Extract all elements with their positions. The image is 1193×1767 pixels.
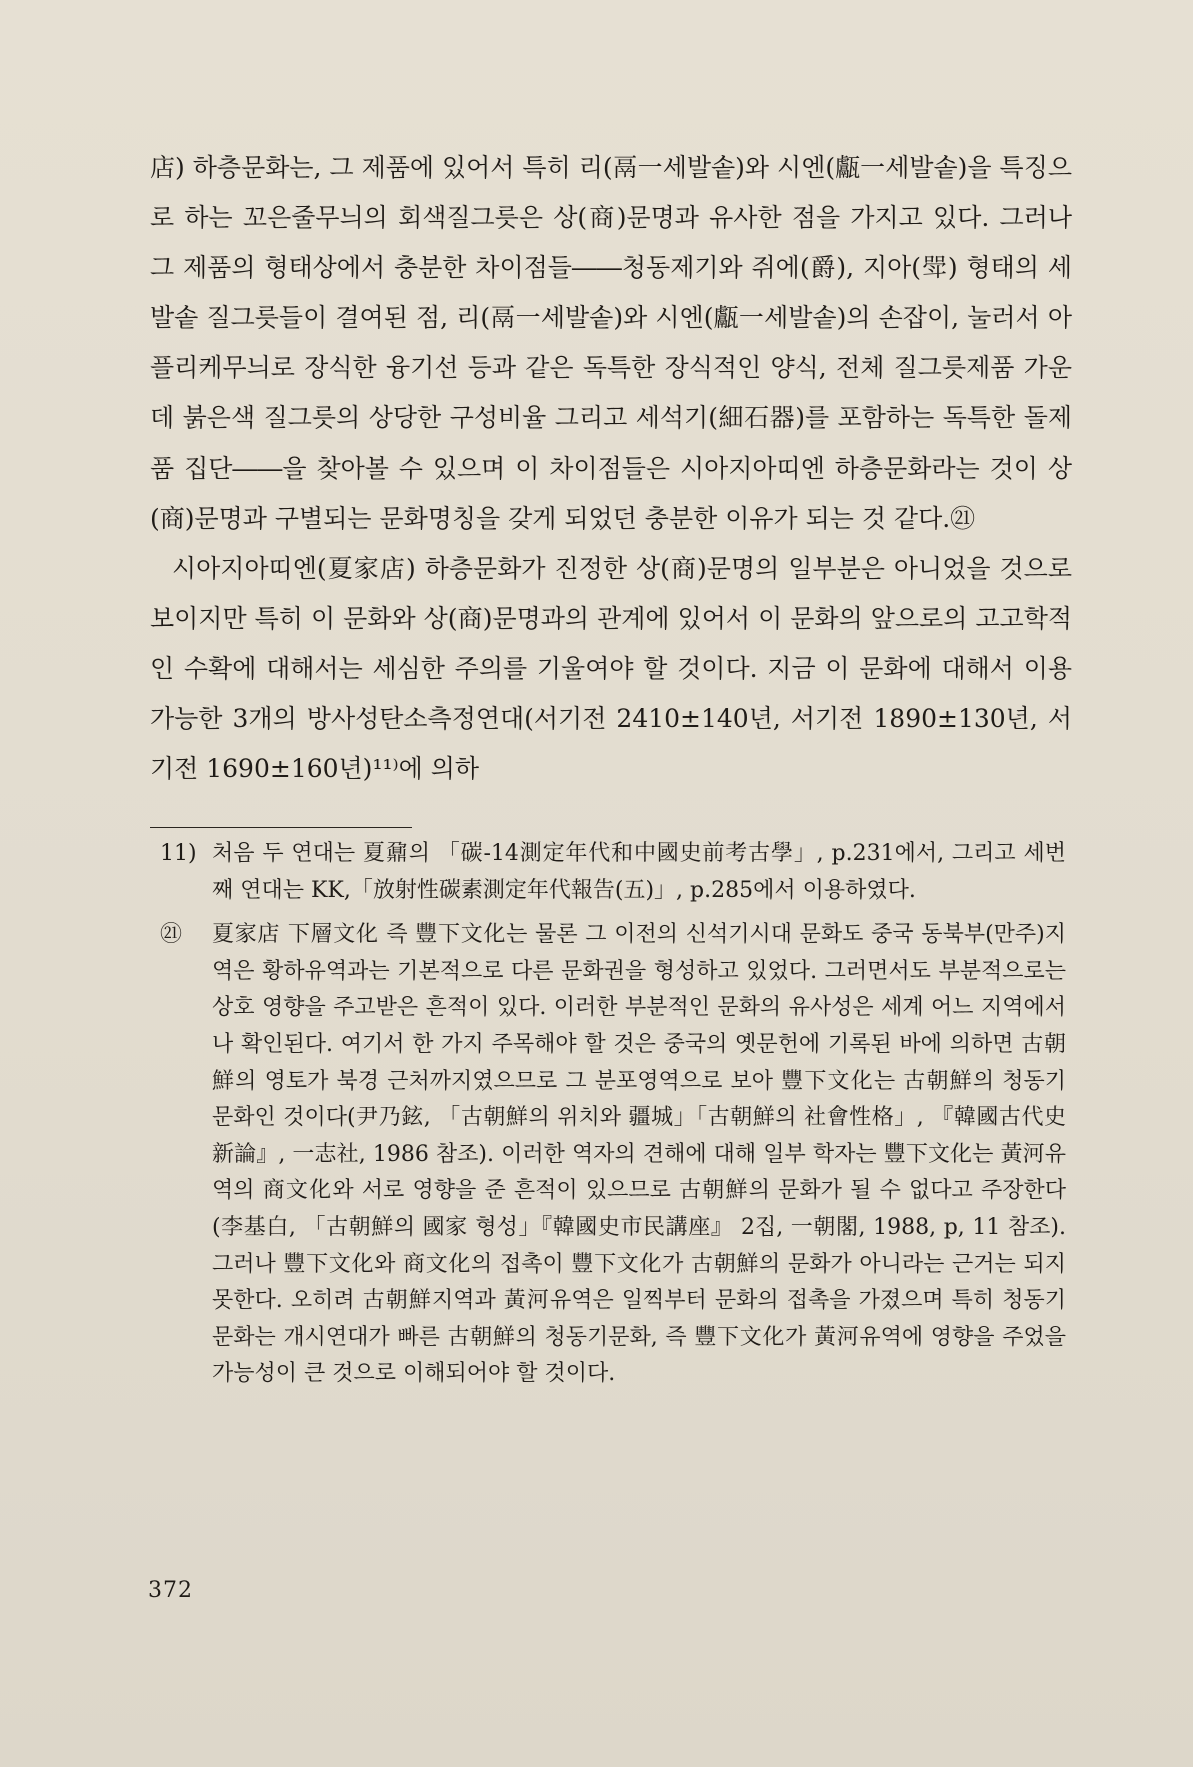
footnote-11: [160, 836, 1066, 909]
page-number: 372: [148, 1578, 193, 1603]
main-text: [150, 143, 1072, 794]
footnote-divider: [150, 827, 412, 828]
footnotes: [160, 836, 1066, 1401]
body-paragraph-2: 시아지아띠엔(夏家店) 하층문화가 진정한 상(商)문명의 일부분은 아니었을 것으로 보이지만 특히 이 문화와 상(商)문명과의 관계에 있어서 이 문화의 앞으로의 고고학적인 수확에 대해서는 세심한 주의를 기울여야 할 것이다. 지금 이 문화에 대해서 이용 가능한 3개의 방사성탄소측정연대(서기전 2410±140년, 서기전 1890±130년, 서기전 1690±160년)¹¹⁾에 의하: [150, 553, 1072, 784]
footnote-marker: 11): [160, 841, 197, 866]
footnote-marker: ㉑: [160, 922, 183, 948]
footnote-21: [160, 917, 1066, 1393]
footnote-text: 夏家店 下層文化 즉 豐下文化는 물론 그 이전의 신석기시대 문화도 중국 동북부(만주)지역은 황하유역과는 기본적으로 다른 문화권을 형성하고 있었다. 그러면서도 부분적으로는 상호 영향을 주고받은 흔적이 있다. 이러한 부분적인 문화의 유사성은 세계 어느 지역에서나 확인된다. 여기서 한 가지 주목해야 할 것은 중국의 옛문헌에 기록된 바에 의하면 古朝鮮의 영토가 북경 근처까지였으므로 그 분포영역으로 보아 豐下文化는 古朝鮮의 청동기문화인 것이다(尹乃鉉, 「古朝鮮의 위치와 疆城」「古朝鮮의 社會性格」, 『韓國古代史新論』, 一志社, 1986 참조). 이러한 역자의 견해에 대해 일부 학자는 豐下文化는 黃河유역의 商文化와 서로 영향을 준 흔적이 있으므로 古朝鮮의 문화가 될 수 없다고 주장한다(李基白, 「古朝鮮의 國家 형성」『韓國史市民講座』 2집, 一朝閣, 1988, p, 11 참조). 그러나 豐下文化와 商文化의 접촉이 豐下文化가 古朝鮮의 문화가 아니라는 근거는 되지 못한다. 오히려 古朝鮮지역과 黃河유역은 일찍부터 문화의 접촉을 가졌으며 특히 청동기문화는 개시연대가 빠른 古朝鮮의 청동기문화, 즉 豐下文化가 黃河유역에 영향을 주었을 가능성이 큰 것으로 이해되어야 할 것이다.: [212, 922, 1066, 1387]
footnote-text: 처음 두 연대는 夏鼐의 「碳-14測定年代和中國史前考古學」, p.231에서, 그리고 세번째 연대는 KK,「放射性碳素測定年代報告(五)」, p.285에서 이용하였다.: [212, 841, 1066, 903]
body-paragraph-1: 店) 하층문화는, 그 제품에 있어서 특히 리(鬲一세발솥)와 시엔(甗一세발솥)을 특징으로 하는 꼬은줄무늬의 회색질그릇은 상(商)문명과 유사한 점을 가지고 있다. 그러나 그 제품의 형태상에서 충분한 차이점들――청동제기와 쥐에(爵), 지아(斝) 형태의 세발솥 질그릇들이 결여된 점, 리(鬲一세발솥)와 시엔(甗一세발솥)의 손잡이, 눌러서 아플리케무늬로 장식한 융기선 등과 같은 독특한 장식적인 양식, 전체 질그릇제품 가운데 붉은색 질그릇의 상당한 구성비율 그리고 세석기(細石器)를 포함하는 독특한 돌제품 집단――을 찾아볼 수 있으며 이 차이점들은 시아지아띠엔 하층문화라는 것이 상(商)문명과 구별되는 문화명칭을 갖게 되었던 충분한 이유가 되는 것 같다.㉑: [150, 153, 1072, 533]
